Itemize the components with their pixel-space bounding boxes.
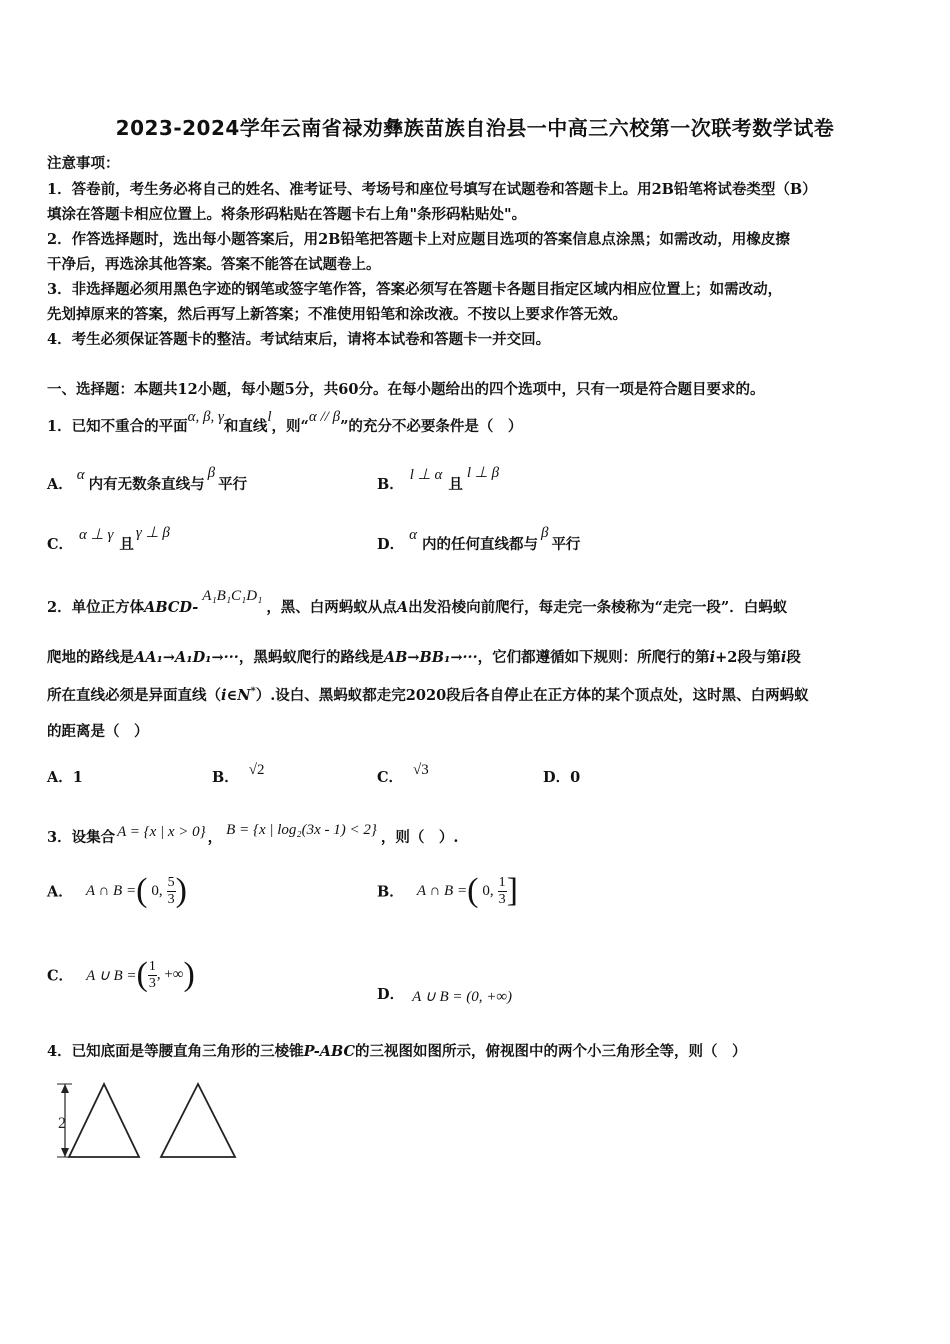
q2-option-c: C． √3 bbox=[377, 762, 429, 786]
notice-line-1b: 填涂在答题卡相应位置上。将条形码粘贴在答题卡右上角"条形码粘贴处"。 bbox=[47, 206, 527, 223]
q4-stem: 4．已知底面是等腰直角三角形的三棱锥P-ABC的三视图如图所示，俯视图中的两个小三角形全等，则（ ） bbox=[47, 1043, 747, 1060]
q3-option-d: D． A ∪ B = (0, +∞) bbox=[377, 986, 513, 1005]
dimension-label: 2 bbox=[58, 1115, 66, 1132]
three-view-figure bbox=[52, 1078, 252, 1166]
notice-heading: 注意事项： bbox=[47, 155, 120, 172]
front-view-triangle bbox=[69, 1084, 139, 1157]
q1-option-c: C．α ⊥ γ且γ ⊥ β bbox=[47, 525, 170, 553]
q2-option-a: A．1 bbox=[47, 769, 83, 786]
q3-option-b: B． A ∩ B =( 0, $\frac{1}{3}$ ] bbox=[377, 872, 518, 909]
q1-option-b: B．l ⊥ α且l ⊥ β bbox=[377, 465, 500, 493]
notice-line-1: 1．答卷前，考生务必将自己的姓名、准考证号、考场号和座位号填写在试题卷和答题卡上。用2B铅笔将试卷类型（B） bbox=[47, 181, 817, 198]
notice-line-3b: 先划掉原来的答案，然后再写上新答案；不准使用铅笔和涂改液。不按以上要求作答无效。 bbox=[47, 306, 627, 323]
q2-stem-line-3: 所在直线必须是异面直线（i∈N*）.设白、黑蚂蚁都走完2020段后各自停止在正方体的某个顶点处，这时黑、白两蚂蚁 bbox=[47, 686, 809, 704]
q3-option-c: C． A ∪ B =( $\frac{1}{3}$ , +∞) bbox=[47, 956, 195, 993]
notice-line-2: 2．作答选择题时，选出每小题答案后，用2B铅笔把答题卡上对应题目选项的答案信息点涂黑；如需改动，用橡皮擦 bbox=[47, 231, 790, 248]
notice-line-4: 4．考生必须保证答题卡的整洁。考试结束后，请将本试卷和答题卡一并交回。 bbox=[47, 331, 551, 348]
q3-stem: 3．设集合 A = {x | x > 0} ， B = {x | log₂(3x - 1) < 2} ，则（ ）. bbox=[47, 822, 459, 846]
q1-stem: 1．已知不重合的平面α, β, γ和直线l，则“α // β”的充分不必要条件是（ ） bbox=[47, 409, 523, 435]
q2-option-d: D．0 bbox=[543, 769, 581, 786]
q2-stem-line-1: 2．单位正方体ABCD-A₁B₁C₁D₁，黑、白两蚂蚁从点A出发沿棱向前爬行，每走完一条棱称为“走完一段”．白蚂蚁 bbox=[47, 588, 788, 616]
q1-option-d: D．α内的任何直线都与β平行 bbox=[377, 525, 581, 553]
notice-line-2b: 干净后，再选涂其他答案。答案不能答在试题卷上。 bbox=[47, 256, 381, 273]
q2-stem-line-4: 的距离是（ ） bbox=[47, 723, 149, 740]
section-heading: 一、选择题：本题共12小题，每小题5分，共60分。在每小题给出的四个选项中，只有一项是符合题目要求的。 bbox=[47, 381, 765, 398]
q2-stem-line-2: 爬地的路线是AA₁→A₁D₁→···，黑蚂蚁爬行的路线是AB→BB₁→···，它们都遵循如下规则：所爬行的第i+2段与第i段 bbox=[47, 649, 801, 666]
q2-option-b: B． √2 bbox=[212, 762, 265, 786]
q1-option-a: A．α内有无数条直线与β平行 bbox=[47, 465, 248, 493]
q3-option-a: A． A ∩ B =( 0, $\frac{5}{3}$ ) bbox=[47, 872, 187, 909]
notice-line-3: 3．非选择题必须用黑色字迹的钢笔或签字笔作答，答案必须写在答题卡各题目指定区域内相应位置上；如需改动， bbox=[47, 281, 783, 298]
side-view-triangle bbox=[161, 1084, 235, 1157]
page-title: 2023-2024学年云南省禄劝彝族苗族自治县一中高三六校第一次联考数学试卷 bbox=[115, 116, 835, 140]
